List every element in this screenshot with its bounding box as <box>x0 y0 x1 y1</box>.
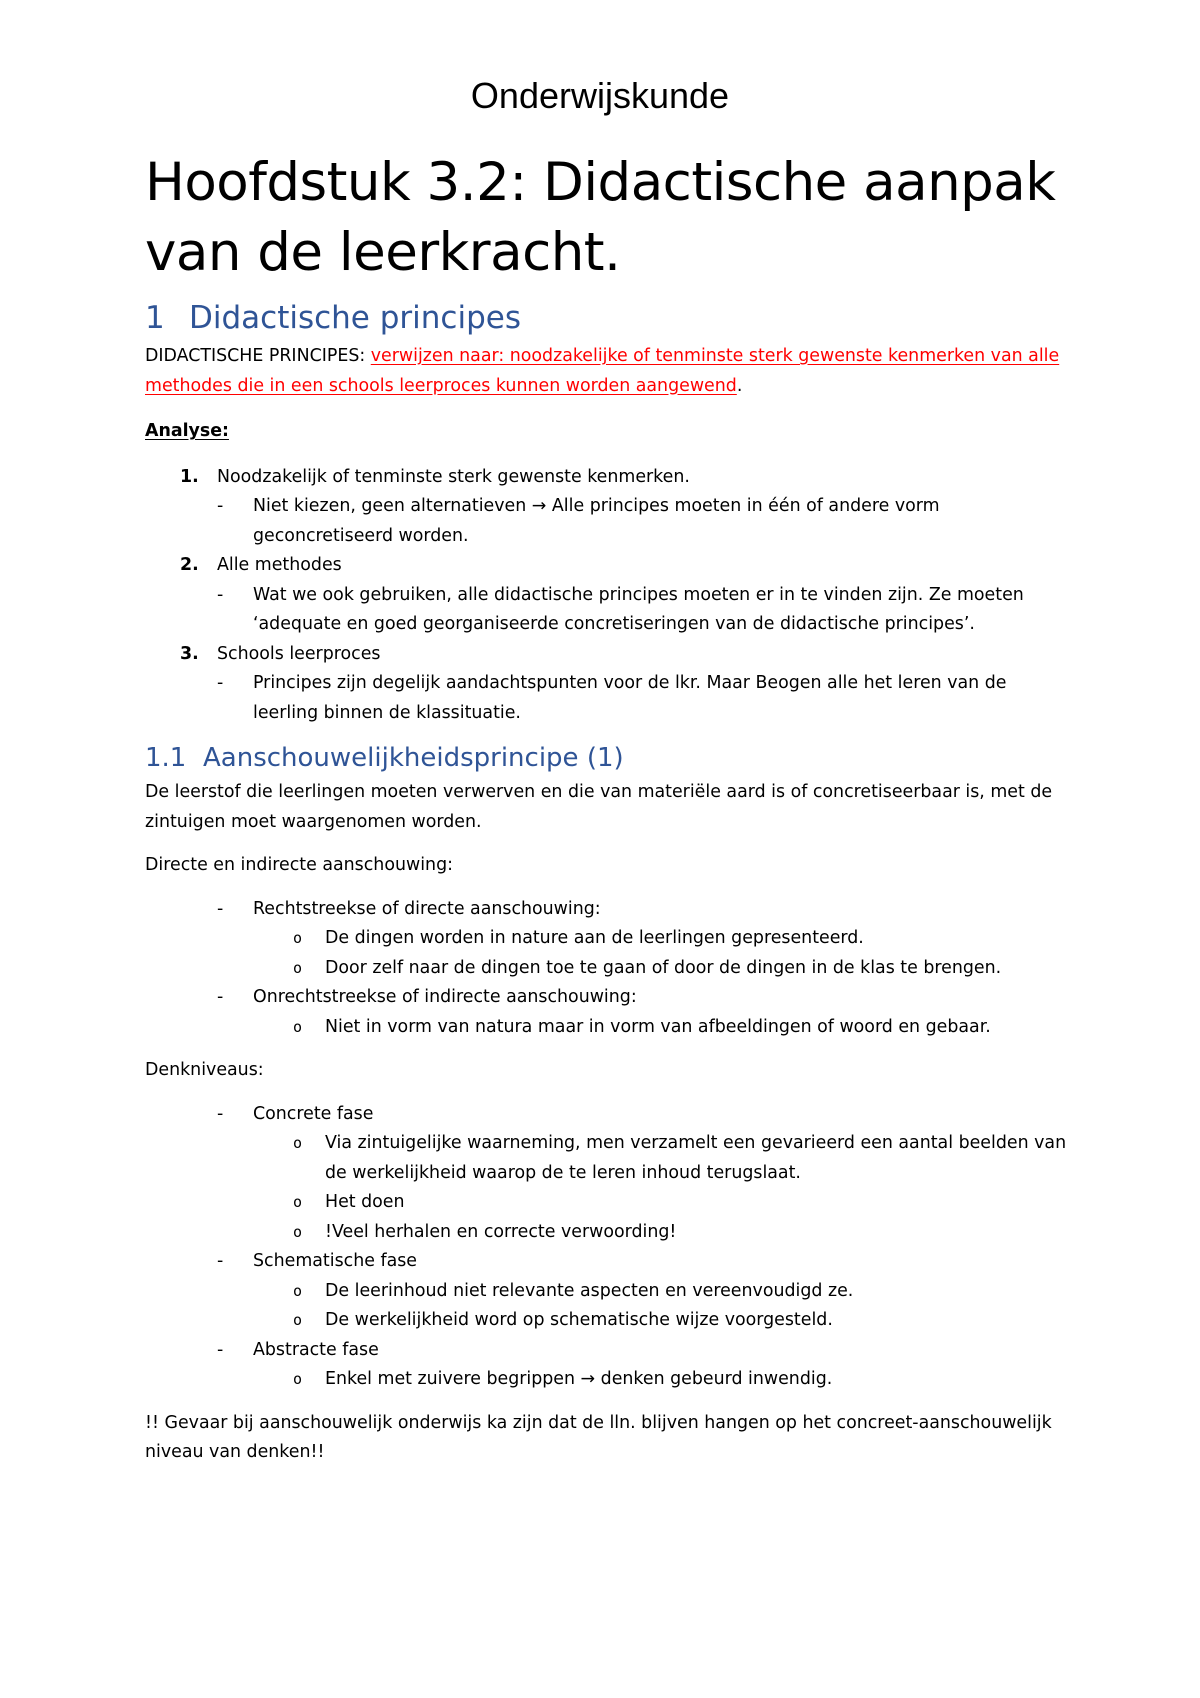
denk-list <box>145 1100 1075 1395</box>
sub-item <box>145 1218 1075 1248</box>
section-heading-1-1 <box>145 738 1075 778</box>
dash-bullet: - <box>217 673 224 693</box>
dash-item-text: Schematische fase <box>253 1251 417 1271</box>
sub-item-text: !Veel herhalen en correcte verwoording! <box>325 1221 677 1242</box>
numbered-item <box>145 463 1075 493</box>
list-item-text: Alle methodes <box>217 555 342 575</box>
circle-bullet: o <box>293 1311 303 1329</box>
dash-item-text: Niet kiezen, geen alternatieven → Alle principes moeten in één of andere vorm geconcretiseerd worden. <box>253 496 940 546</box>
page-header: Onderwijskunde <box>470 75 730 116</box>
sub-item-text: De leerinhoud niet relevante aspecten en vereenvoudigd ze. <box>325 1280 854 1301</box>
directe-list <box>145 895 1075 1043</box>
circle-bullet: o <box>293 1222 303 1241</box>
warning-paragraph: !! Gevaar bij aanschouwelijk onderwijs ka zijn dat de lln. blijven hangen op het concreet-aanschouwelijk niveau van denken!! <box>145 1412 1052 1462</box>
sub-item-text: Niet in vorm van natura maar in vorm van afbeeldingen of woord en gebaar. <box>325 1016 991 1037</box>
circle-bullet: o <box>293 1193 303 1211</box>
sub-item <box>145 1365 1075 1395</box>
sub-item <box>145 1129 1075 1188</box>
sub-item <box>145 1188 1075 1218</box>
circle-bullet: o <box>293 1370 303 1388</box>
dash-item-text: Onrechtstreekse of indirecte aanschouwing: <box>253 987 637 1007</box>
dash-bullet: - <box>217 1339 224 1360</box>
analyse-label: Analyse: <box>145 421 229 441</box>
list-item-text: Noodzakelijk of tenminste sterk gewenste kenmerken. <box>217 466 690 487</box>
numbered-item <box>145 551 1075 581</box>
circle-bullet: o <box>293 958 303 977</box>
numbered-item <box>145 640 1075 670</box>
dash-item <box>145 895 1075 925</box>
definition-paragraph <box>145 342 1075 401</box>
section-title: Didactische principes <box>189 300 521 336</box>
list-number: 3. <box>180 643 199 664</box>
dash-bullet: - <box>217 1251 224 1271</box>
sub-item <box>145 1013 1075 1043</box>
dash-item-text: Abstracte fase <box>253 1339 379 1360</box>
dash-item <box>145 1247 1075 1277</box>
section-number: 1.1 <box>145 743 187 773</box>
document-title: Hoofdstuk 3.2: Didactische aanpak van de leerkracht. <box>145 152 1056 283</box>
sub-item-text: Enkel met zuivere begrippen → denken gebeurd inwendig. <box>325 1369 833 1389</box>
circle-bullet: o <box>293 1134 303 1152</box>
dash-item-text: Rechtstreekse of directe aanschouwing: <box>253 898 601 919</box>
dash-item <box>145 492 1075 551</box>
sub-item-text: De dingen worden in nature aan de leerlingen gepresenteerd. <box>325 928 864 948</box>
dash-item-text: Principes zijn degelijk aandachtspunten voor de lkr. Maar Beogen alle het leren van de leerling binnen de klassituatie. <box>253 673 1007 723</box>
sub-item <box>145 1277 1075 1307</box>
denk-label: Denkniveaus: <box>145 1060 264 1080</box>
sub-item <box>145 924 1075 954</box>
dash-bullet: - <box>217 584 224 605</box>
dash-bullet: - <box>217 987 224 1007</box>
directe-label: Directe en indirecte aanschouwing: <box>145 855 453 875</box>
dash-item <box>145 1336 1075 1366</box>
sub-item-text: Het doen <box>325 1192 405 1212</box>
circle-bullet: o <box>293 1017 303 1036</box>
dash-item-text: Concrete fase <box>253 1103 374 1124</box>
sub-item-text: De werkelijkheid word op schematische wijze voorgesteld. <box>325 1310 833 1330</box>
dash-item-text: Wat we ook gebruiken, alle didactische principes moeten er in te vinden zijn. Ze moeten ‘adequate en goed georganiseerde concretiseringen van de didactische principes’. <box>253 584 1024 634</box>
sub-item-text: Via zintuigelijke waarneming, men verzamelt een gevarieerd een aantal beelden van de werkelijkheid waarop de te leren inhoud terugslaat. <box>325 1133 1067 1183</box>
dash-bullet: - <box>217 898 224 919</box>
circle-bullet: o <box>293 929 303 947</box>
dash-bullet: - <box>217 1103 224 1124</box>
list-item-text: Schools leerproces <box>217 643 381 664</box>
sub-item-text: Door zelf naar de dingen toe te gaan of door de dingen in de klas te brengen. <box>325 957 1002 978</box>
list-number: 2. <box>180 555 199 575</box>
definition-text: verwijzen naar: noodzakelijke of tenminste sterk gewenste kenmerken van alle methodes die in een schools leerproces kunnen worden aangewend <box>145 346 1060 396</box>
section-number: 1 <box>145 300 165 336</box>
dash-item <box>145 669 1075 728</box>
dash-item <box>145 983 1075 1013</box>
circle-bullet: o <box>293 1281 303 1300</box>
section-heading-1 <box>145 296 1075 340</box>
dash-item <box>145 1100 1075 1130</box>
intro-paragraph: De leerstof die leerlingen moeten verwerven en die van materiële aard is of concretiseerbaar is, met de zintuigen moet waargenomen worden. <box>145 782 1053 832</box>
dash-item <box>145 581 1075 640</box>
section-title: Aanschouwelijkheidsprincipe (1) <box>203 743 624 773</box>
dash-bullet: - <box>217 496 224 516</box>
definition-term: DIDACTISCHE PRINCIPES: <box>145 346 371 366</box>
definition-end: . <box>736 375 743 396</box>
sub-item <box>145 954 1075 984</box>
list-number: 1. <box>180 466 199 487</box>
document-body <box>145 296 1075 1468</box>
analyse-list <box>145 463 1075 729</box>
sub-item <box>145 1306 1075 1336</box>
analyse-label-row <box>145 417 1075 447</box>
